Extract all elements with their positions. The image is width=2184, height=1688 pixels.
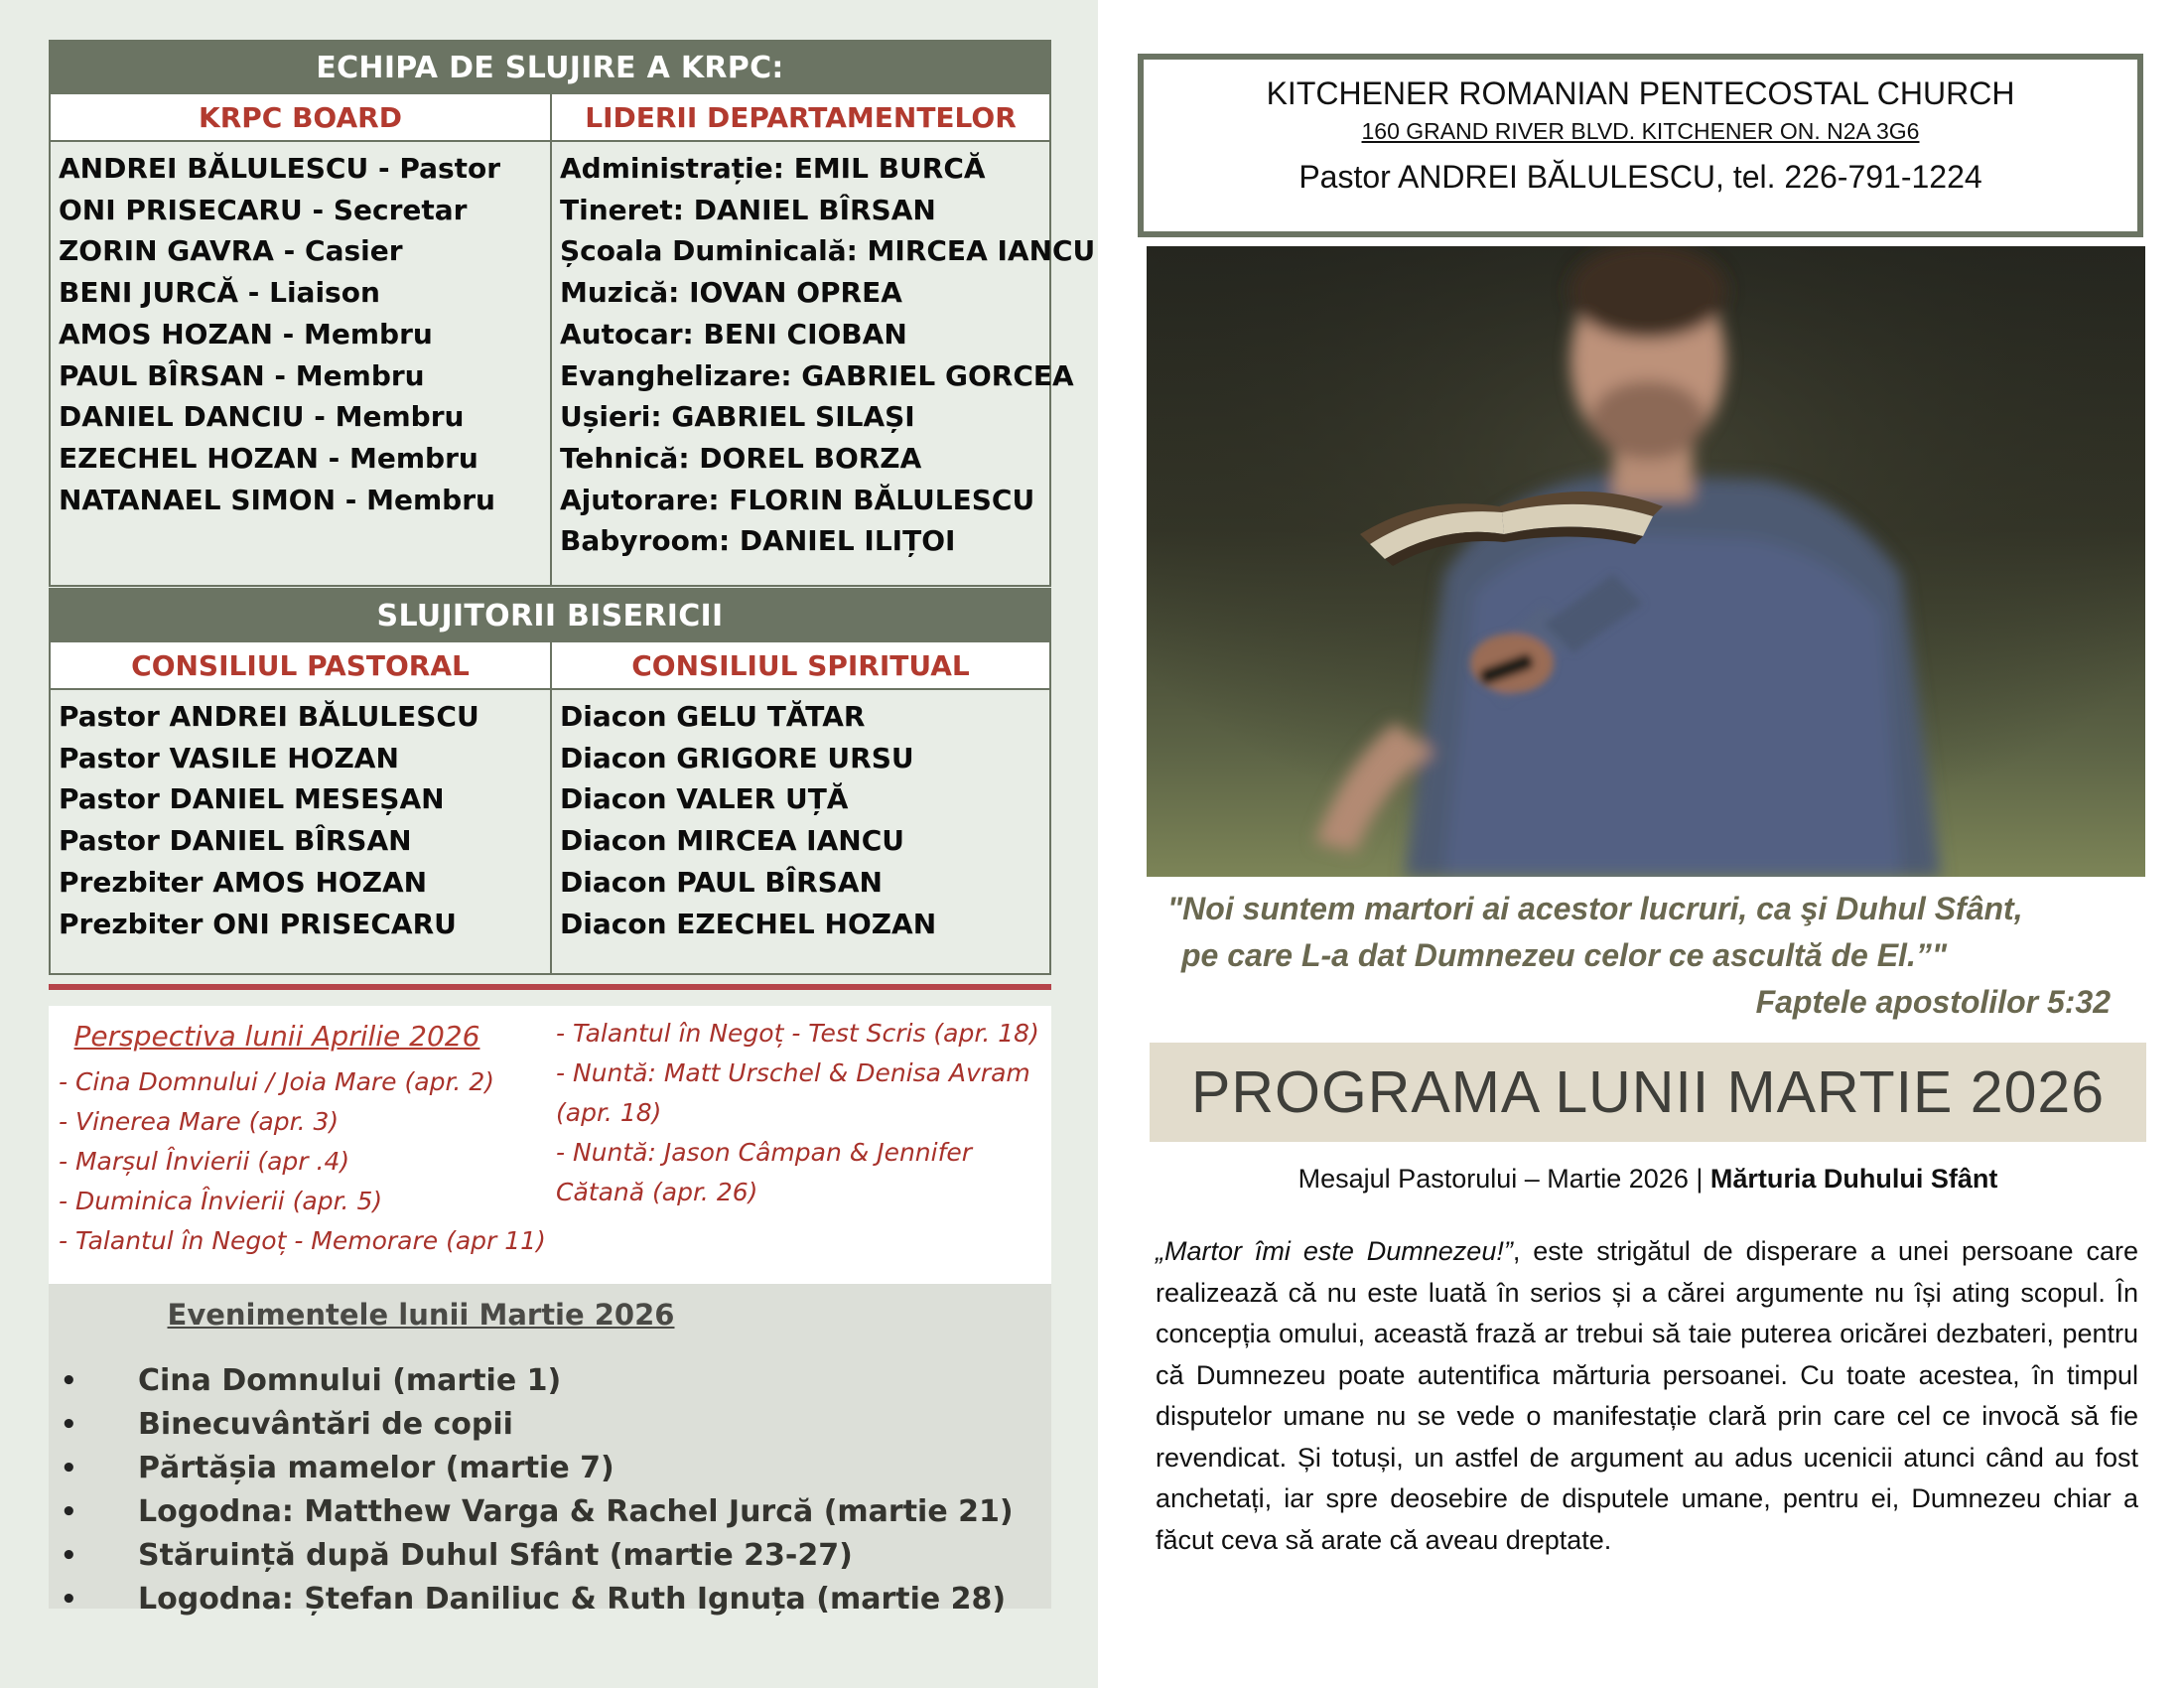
section-divider — [49, 984, 1051, 990]
board-member: DANIEL DANCIU - Membru — [59, 400, 465, 434]
servants-title: SLUJITORII BISERICII — [51, 590, 1049, 642]
events-title: Evenimentele lunii Martie 2026 — [167, 1298, 675, 1332]
church-address: 160 GRAND RIVER BLVD. KITCHENER ON. N2A 3G6 — [1361, 118, 1920, 144]
department-leader: Babyroom: DANIEL ILIȚOI — [560, 524, 956, 558]
bullet-icon: • — [61, 1366, 77, 1396]
message-body — [1156, 1231, 2138, 1561]
event-text: Stăruință după Duhul Sfânt (martie 23-27) — [138, 1538, 853, 1573]
pastoral-member: Pastor DANIEL BÎRSAN — [59, 824, 412, 858]
event-text: Logodna: Ștefan Daniliuc & Ruth Ignuța (martie 28) — [138, 1582, 1007, 1617]
church-header — [1138, 54, 2143, 237]
bullet-icon: • — [61, 1497, 77, 1527]
spiritual-member: Diacon MIRCEA IANCU — [560, 824, 904, 858]
perspective-title: Perspectiva lunii Aprilie 2026 — [73, 1020, 480, 1053]
verse-reference: Faptele apostolilor 5:32 — [1755, 984, 2111, 1020]
bible-verse — [1167, 886, 2111, 1026]
event-item — [49, 1447, 1051, 1490]
hero-photo-man-holding-bible — [1147, 246, 2145, 877]
department-leader: Tineret: DANIEL BÎRSAN — [560, 193, 936, 226]
department-leader: Ușieri: GABRIEL SILAȘI — [560, 400, 915, 434]
message-title-bold: Mărturia Duhului Sfânt — [1709, 1164, 1998, 1194]
department-leader: Evanghelizare: GABRIEL GORCEA — [560, 358, 1074, 392]
pastoral-member: Prezbiter AMOS HOZAN — [59, 865, 428, 899]
church-name: KITCHENER ROMANIAN PENTECOSTAL CHURCH — [1266, 75, 2015, 111]
board-member: NATANAEL SIMON - Membru — [59, 483, 495, 516]
team-header-row — [51, 94, 1049, 142]
perspective-item: - Vinerea Mare (apr. 3) — [59, 1107, 340, 1136]
board-member: AMOS HOZAN - Membru — [59, 317, 433, 351]
spiritual-list — [550, 690, 1049, 974]
pastoral-header: CONSILIUL PASTORAL — [131, 648, 470, 682]
department-leader: Administrație: EMIL BURCĂ — [560, 152, 986, 185]
pastoral-member: Pastor VASILE HOZAN — [59, 741, 399, 774]
verse-line: "Noi suntem martori ai acestor lucruri, ca şi Duhul Sfânt, — [1167, 891, 2023, 926]
perspective-item: - Talantul în Negoț - Test Scris (apr. 18) — [556, 1019, 1039, 1048]
message-text: , este strigătul de disperare a unei persoane care realizează că nu este luată în serios și a cărei argumente nu își ating scopul. În concepția omului, această frază ar trebui să taie puterea oricărei dezbateri, pentru că Dumnezeu poate autentifica mărturia persoanei. Cu toate acestea, în timpul disputelor umane nu se vede o manifestație clară prin care cel ce invocă să fie revendicat. Și totuși, un astfel de argument au adus ucenicii atunci când au fost anchetați, iar spre deosebire de disputele umane, pentru ei, Dumnezeu chiar a făcut ceva să arate că aveau dreptate. — [1156, 1236, 2139, 1555]
perspective-item: - Talantul în Negoț - Memorare (apr 11) — [59, 1226, 546, 1255]
team-title: ECHIPA DE SLUJIRE A KRPC: — [51, 42, 1049, 94]
board-member: PAUL BÎRSAN - Membru — [59, 358, 425, 392]
event-text: Logodna: Matthew Varga & Rachel Jurcă (martie 21) — [138, 1494, 1014, 1529]
spiritual-header: CONSILIUL SPIRITUAL — [550, 642, 1049, 688]
pastoral-member: Pastor DANIEL MESEȘAN — [59, 782, 445, 816]
bullet-icon: • — [61, 1410, 77, 1440]
perspective-item: - Duminica Învierii (apr. 5) — [59, 1187, 383, 1215]
event-item — [49, 1490, 1051, 1534]
perspective-item: - Marșul Învierii (apr .4) — [59, 1147, 350, 1176]
servants-table — [49, 588, 1051, 975]
department-leader: Școala Duminicală: MIRCEA IANCU — [560, 234, 1096, 268]
pastoral-member: Pastor ANDREI BĂLULESCU — [59, 700, 479, 733]
church-pastor-contact: Pastor ANDREI BĂLULESCU, tel. 226-791-1224 — [1298, 159, 1982, 195]
perspective-item: - Nuntă: Matt Urschel & Denisa Avram (apr. 18) — [556, 1058, 1030, 1127]
board-header: KRPC BOARD — [199, 100, 402, 134]
message-title-prefix: Mesajul Pastorului – Martie 2026 | — [1297, 1164, 1710, 1194]
program-banner: PROGRAMA LUNII MARTIE 2026 — [1150, 1043, 2146, 1142]
department-leader: Ajutorare: FLORIN BĂLULESCU — [560, 483, 1035, 516]
team-table — [49, 40, 1096, 587]
perspective-column-1 — [59, 1006, 575, 1261]
bullet-icon: • — [61, 1585, 77, 1615]
servants-body-row — [51, 690, 1049, 974]
bullet-icon: • — [61, 1541, 77, 1571]
spiritual-member: Diacon EZECHEL HOZAN — [560, 907, 937, 940]
leaders-list — [550, 142, 1096, 585]
board-member: BENI JURCĂ - Liaison — [59, 276, 380, 310]
pastoral-member: Prezbiter ONI PRISECARU — [59, 907, 457, 940]
department-leader: Autocar: BENI CIOBAN — [560, 317, 907, 351]
spiritual-member: Diacon VALER UȚĂ — [560, 782, 849, 816]
perspective-column-2 — [556, 1006, 1042, 1212]
leaders-header: LIDERII DEPARTAMENTELOR — [550, 94, 1049, 140]
board-member: EZECHEL HOZAN - Membru — [59, 441, 478, 475]
board-member: ZORIN GAVRA - Casier — [59, 234, 403, 268]
event-item — [49, 1403, 1051, 1447]
event-item — [49, 1534, 1051, 1578]
spiritual-member: Diacon GRIGORE URSU — [560, 741, 914, 774]
message-quote: „Martor îmi este Dumnezeu!” — [1156, 1236, 1513, 1266]
event-item — [49, 1359, 1051, 1403]
verse-line: pe care L-a dat Dumnezeu celor ce ascultă de El.”" — [1181, 937, 1947, 973]
bullet-icon: • — [61, 1454, 77, 1483]
spiritual-member: Diacon PAUL BÎRSAN — [560, 865, 883, 899]
message-title — [1150, 1164, 2146, 1195]
perspective-item: - Cina Domnului / Joia Mare (apr. 2) — [59, 1067, 494, 1096]
pastoral-list — [51, 690, 550, 974]
events-section — [49, 1284, 1051, 1617]
servants-header-row — [51, 642, 1049, 690]
event-text: Părtășia mamelor (martie 7) — [138, 1451, 614, 1485]
board-list — [51, 142, 550, 585]
event-item — [49, 1578, 1051, 1621]
spiritual-member: Diacon GELU TĂTAR — [560, 700, 866, 733]
department-leader: Tehnică: DOREL BORZA — [560, 441, 922, 475]
event-text: Binecuvântări de copii — [138, 1407, 513, 1442]
perspective-section — [49, 1006, 1051, 1284]
department-leader: Muzică: IOVAN OPREA — [560, 276, 902, 310]
team-body-row — [51, 142, 1096, 585]
event-text: Cina Domnului (martie 1) — [138, 1363, 562, 1398]
events-list — [49, 1359, 1051, 1621]
board-member: ONI PRISECARU - Secretar — [59, 193, 468, 226]
board-member: ANDREI BĂLULESCU - Pastor — [59, 152, 501, 185]
perspective-item: - Nuntă: Jason Câmpan & Jennifer Cătană (apr. 26) — [556, 1138, 973, 1206]
right-panel — [1098, 0, 2184, 1688]
